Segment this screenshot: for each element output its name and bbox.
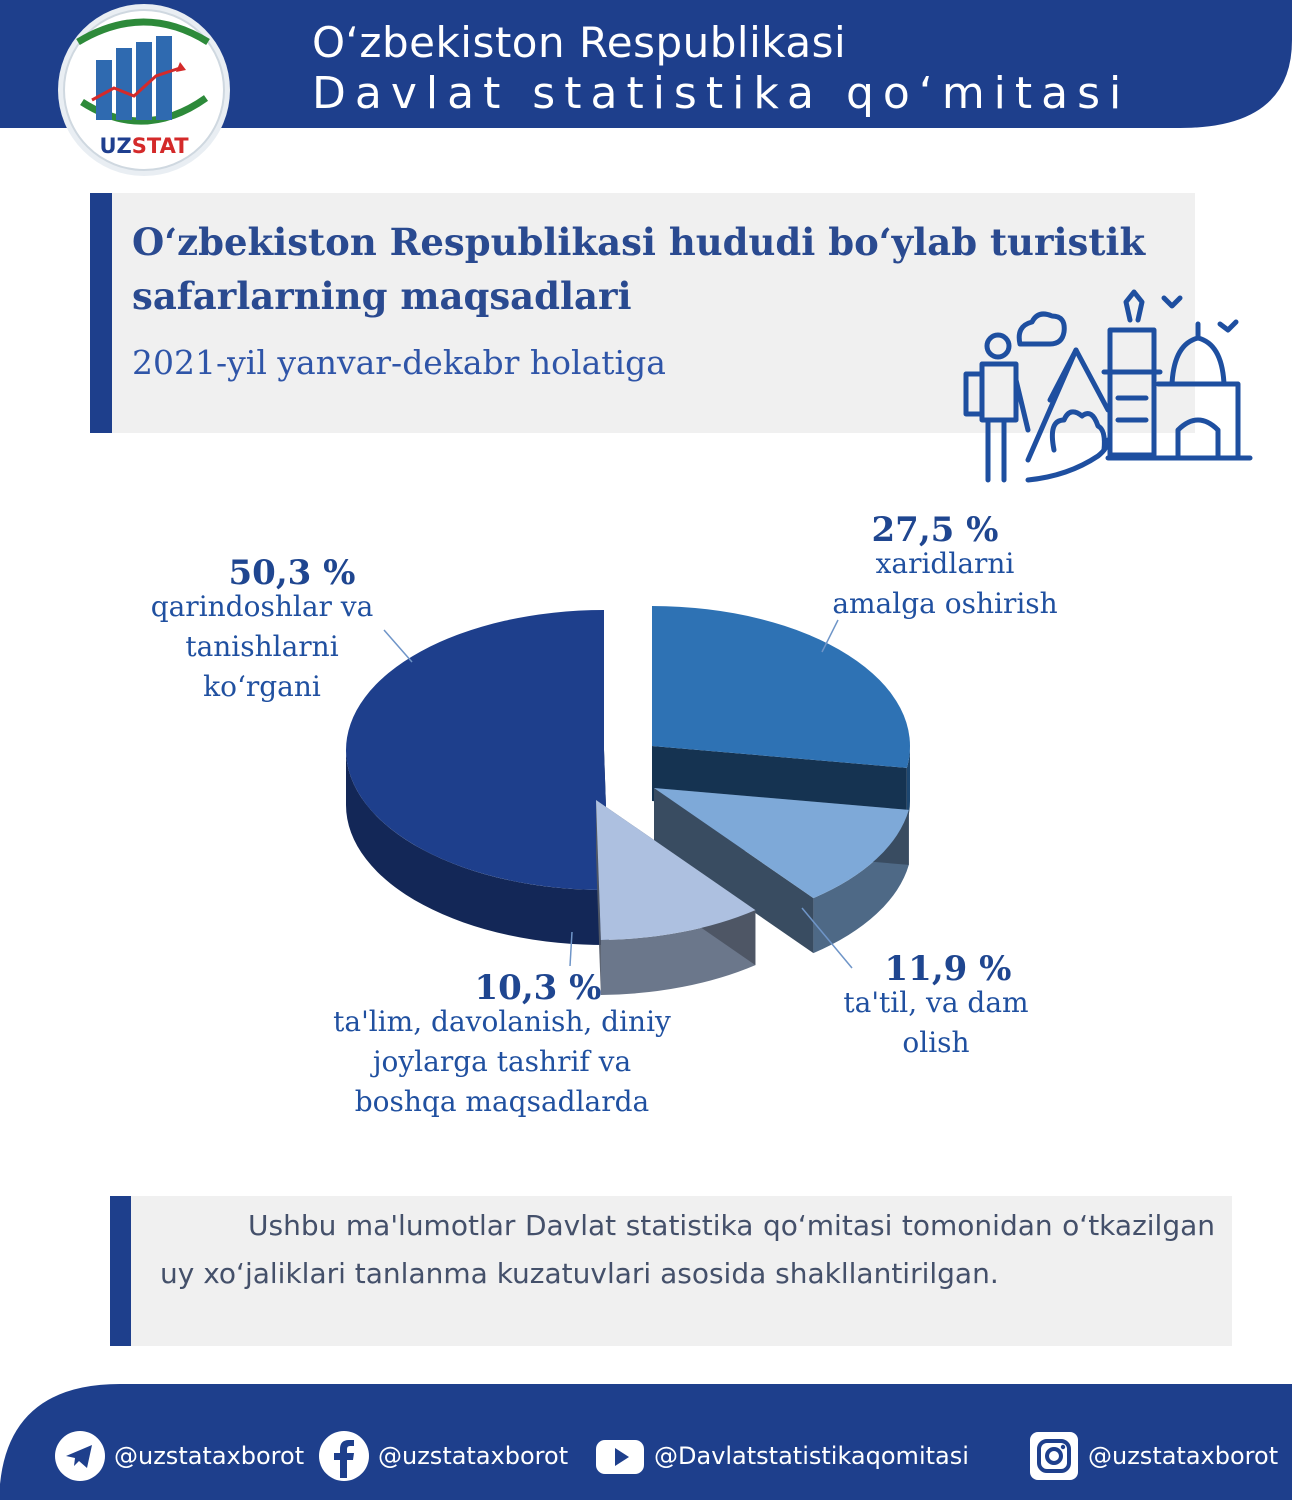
footer-banner xyxy=(0,1384,1292,1500)
instagram-link[interactable] xyxy=(1028,1430,1278,1482)
slice-category-label: qarindoshlar va xyxy=(150,590,374,623)
telegram-handle: @uzstataxborot xyxy=(114,1442,305,1470)
slice-value-label: 10,3 % xyxy=(474,968,602,1008)
facebook-icon xyxy=(318,1430,370,1482)
source-note xyxy=(110,1196,1232,1346)
instagram-icon xyxy=(1028,1430,1080,1482)
slice-category-label: olish xyxy=(902,1026,970,1059)
chart-period: 2021-yil yanvar-dekabr holatiga xyxy=(132,343,666,382)
pie-slice xyxy=(346,610,609,945)
pie-chart xyxy=(0,480,1292,1160)
source-note-text: Ushbu ma'lumotlar Davlat statistika qo‘mitasi tomonidan o‘tkazilgan uy xo‘jaliklari tanlanma kuzatuvlari asosida shakllantirilgan. xyxy=(160,1209,1215,1290)
slice-category-label: tanishlarni xyxy=(185,630,339,663)
slice-value-label: 27,5 % xyxy=(871,510,999,550)
facebook-handle: @uzstataxborot xyxy=(378,1442,569,1470)
slice-category-label: ta'til, va dam xyxy=(843,986,1029,1019)
slice-category-label: boshqa maqsadlarda xyxy=(354,1085,650,1118)
telegram-icon xyxy=(54,1430,106,1482)
slice-value-label: 11,9 % xyxy=(884,949,1012,989)
chart-title: O‘zbekiston Respublikasi hududi bo‘ylab turistik safarlarning maqsadlari xyxy=(132,220,1146,318)
slice-value-label: 50,3 % xyxy=(228,553,356,593)
org-country: O‘zbekiston Respublikasi xyxy=(312,18,847,67)
youtube-handle: @Davlatstatistikaqomitasi xyxy=(654,1442,969,1470)
instagram-handle: @uzstataxborot xyxy=(1088,1442,1279,1470)
slice-category-label: joylarga tashrif va xyxy=(372,1045,632,1078)
accent-bar xyxy=(90,193,112,433)
slice-category-label: ta'lim, davolanish, diniy xyxy=(333,1005,671,1038)
youtube-link[interactable] xyxy=(594,1430,969,1482)
uzstat-logo xyxy=(56,2,232,178)
pie-slice-top xyxy=(652,606,910,768)
slice-category-label: amalga oshirish xyxy=(832,587,1058,620)
pie-slice xyxy=(652,606,910,823)
slice-category-label: xaridlarni xyxy=(875,547,1015,580)
logo-wordmark: UZSTAT xyxy=(99,134,189,158)
accent-bar xyxy=(110,1196,131,1346)
facebook-link[interactable] xyxy=(318,1430,568,1482)
org-name: Davlat statistika qo‘mitasi xyxy=(312,68,1131,119)
leader-line xyxy=(384,630,412,662)
youtube-icon xyxy=(594,1430,646,1482)
telegram-link[interactable] xyxy=(54,1430,304,1482)
slice-category-label: ko‘rgani xyxy=(203,670,321,703)
tourism-illustration-icon xyxy=(958,280,1258,490)
